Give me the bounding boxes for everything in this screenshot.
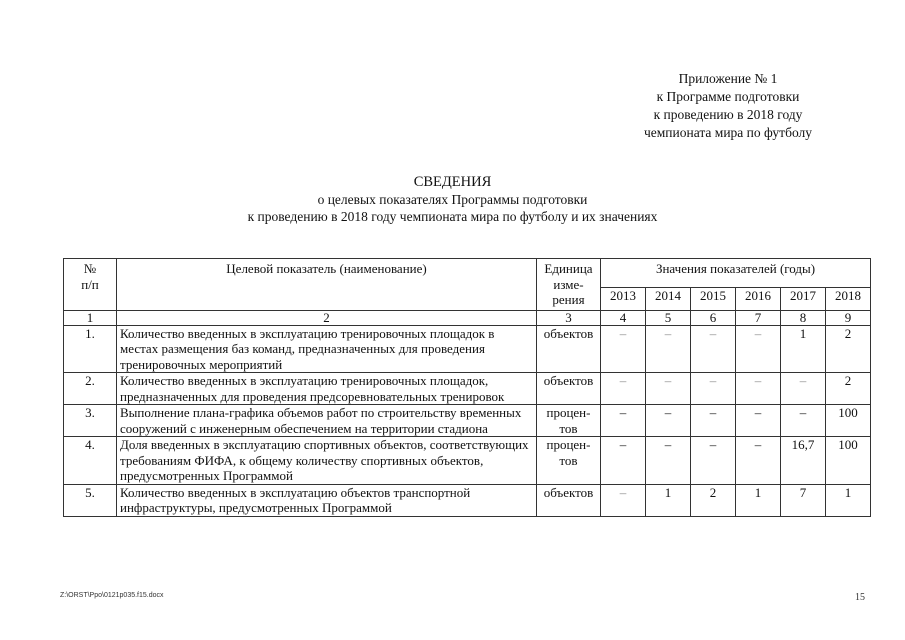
table-row: [64, 484, 871, 516]
value-cell: –: [646, 325, 691, 373]
value-cell: –: [646, 373, 691, 405]
index-cell: 4: [601, 310, 646, 325]
header-year: 2018: [826, 287, 871, 310]
page-number: 15: [855, 592, 865, 603]
value-cell: 100: [826, 437, 871, 485]
value-cell: –: [646, 437, 691, 485]
header-year: 2016: [736, 287, 781, 310]
value-cell: 16,7: [781, 437, 826, 485]
value-cell: –: [601, 437, 646, 485]
indicator-name: Доля введенных в эксплуатацию спортивных объектов, соответствующих требованиям ФИФА, к общему количеству спортивных объектов, предусмотренных Программой: [117, 437, 537, 485]
value-cell: 7: [781, 484, 826, 516]
unit-text: процен-тов: [546, 437, 591, 468]
value-cell: –: [601, 373, 646, 405]
value-cell: 2: [826, 325, 871, 373]
heading-line-1: о целевых показателях Программы подготовки: [317, 192, 588, 207]
indicator-unit: объектов: [537, 325, 601, 373]
table-row: [64, 405, 871, 437]
indicators-table: [63, 258, 871, 517]
appendix-line: к Программе подготовки: [656, 89, 800, 104]
header-name-text: Целевой показатель (наименование): [226, 261, 427, 276]
appendix-block: [608, 70, 848, 142]
column-index-row: [64, 310, 871, 325]
indicator-unit: [537, 405, 601, 437]
index-cell: 7: [736, 310, 781, 325]
value-cell: –: [736, 325, 781, 373]
value-cell: 1: [781, 325, 826, 373]
value-cell: 100: [826, 405, 871, 437]
value-cell: –: [691, 373, 736, 405]
document-heading: [0, 174, 905, 225]
heading-title: СВЕДЕНИЯ: [413, 174, 492, 190]
value-cell: –: [691, 437, 736, 485]
indicator-name: Количество введенных в эксплуатацию тренировочных площадок, предназначенных для проведения предсоревновательных тренировок: [117, 373, 537, 405]
appendix-line: к проведению в 2018 году: [653, 107, 803, 122]
indicator-name: Количество введенных в эксплуатацию тренировочных площадок в местах размещения баз команд, предназначенных для проведения тренировочных мероприятий: [117, 325, 537, 373]
value-cell: –: [781, 373, 826, 405]
value-cell: –: [601, 405, 646, 437]
table-row: [64, 325, 871, 373]
header-num: [64, 259, 117, 311]
value-cell: –: [736, 405, 781, 437]
appendix-line: чемпионата мира по футболу: [643, 125, 813, 140]
header-year: 2014: [646, 287, 691, 310]
unit-text: процен-тов: [546, 405, 591, 436]
index-cell: 1: [64, 310, 117, 325]
value-cell: –: [646, 405, 691, 437]
value-cell: –: [691, 325, 736, 373]
indicator-unit: объектов: [537, 484, 601, 516]
value-cell: –: [601, 484, 646, 516]
value-cell: 1: [736, 484, 781, 516]
table-row: [64, 437, 871, 485]
indicator-unit: [537, 437, 601, 485]
index-cell: 6: [691, 310, 736, 325]
row-number: 1.: [64, 325, 117, 373]
value-cell: –: [736, 437, 781, 485]
header-values: Значения показателей (годы): [601, 259, 871, 288]
index-cell: 8: [781, 310, 826, 325]
footer-file-path: Z:\ORST\Ppo\0121p035.f15.docx: [60, 592, 164, 599]
header-year: 2013: [601, 287, 646, 310]
row-number: 5.: [64, 484, 117, 516]
value-cell: 1: [826, 484, 871, 516]
indicator-unit: объектов: [537, 373, 601, 405]
value-cell: 2: [826, 373, 871, 405]
indicator-name: Выполнение плана-графика объемов работ по строительству временных сооружений с инженерным обеспечением на территории стадиона: [117, 405, 537, 437]
header-year: 2017: [781, 287, 826, 310]
value-cell: –: [691, 405, 736, 437]
header-unit: [537, 259, 601, 311]
index-cell: 2: [117, 310, 537, 325]
value-cell: 2: [691, 484, 736, 516]
row-number: 2.: [64, 373, 117, 405]
value-cell: –: [736, 373, 781, 405]
indicator-name: Количество введенных в эксплуатацию объектов транспортной инфраструктуры, предусмотренных Программой: [117, 484, 537, 516]
header-name: [117, 259, 537, 311]
row-number: 4.: [64, 437, 117, 485]
appendix-line: Приложение № 1: [678, 71, 778, 86]
index-cell: 5: [646, 310, 691, 325]
value-cell: 1: [646, 484, 691, 516]
value-cell: –: [601, 325, 646, 373]
row-number: 3.: [64, 405, 117, 437]
header-unit-text: Единица изме-рения: [544, 261, 593, 307]
header-year: 2015: [691, 287, 736, 310]
index-cell: 9: [826, 310, 871, 325]
heading-line-2: к проведению в 2018 году чемпионата мира по футболу и их значениях: [247, 209, 658, 224]
table-row: [64, 373, 871, 405]
value-cell: –: [781, 405, 826, 437]
header-num-text: № п/п: [81, 261, 99, 292]
index-cell: 3: [537, 310, 601, 325]
